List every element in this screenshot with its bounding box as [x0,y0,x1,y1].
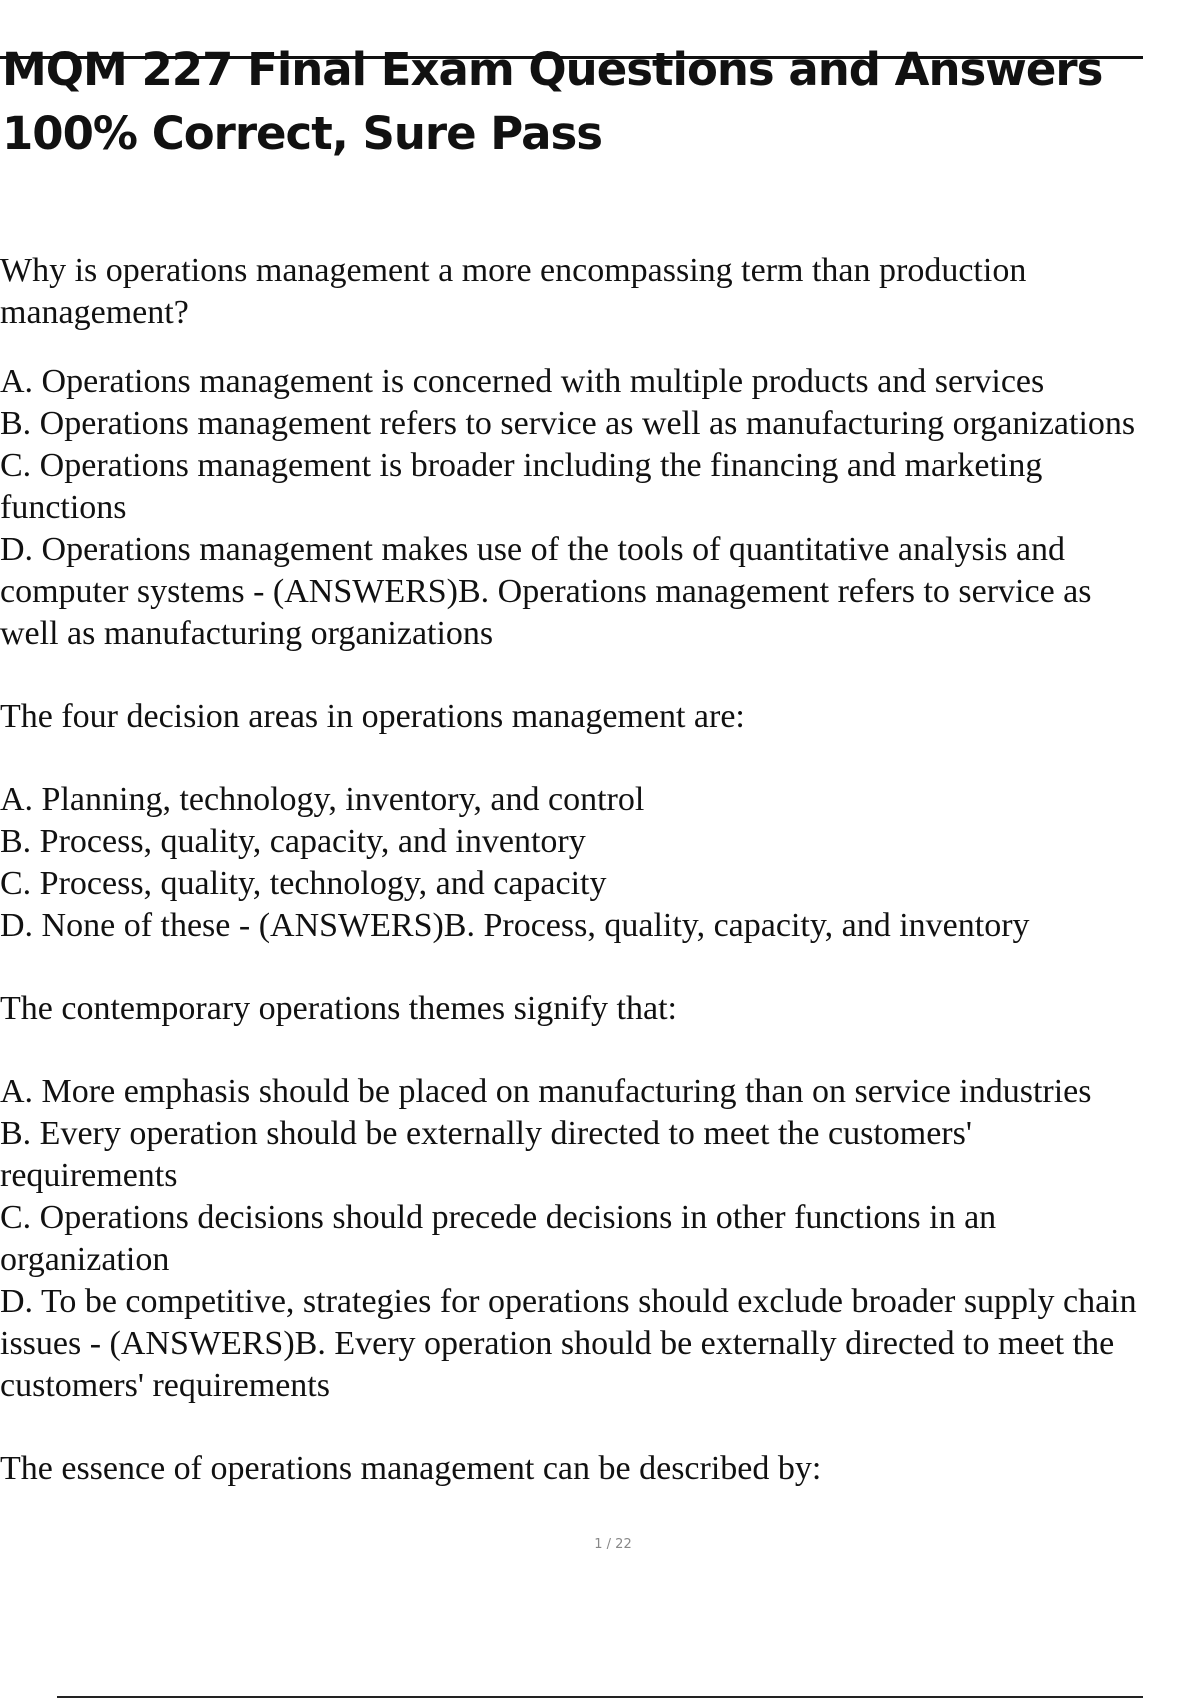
answer-option: B. Every operation should be externally directed to meet the customers' [0,1115,972,1152]
answer-option: C. Operations decisions should precede decisions in other functions in an [0,1199,997,1236]
page-bottom-rule [57,1696,1143,1698]
answer-option: computer systems - (ANSWERS)B. Operations management refers to service as [0,573,1092,610]
answer-option: requirements [0,1157,178,1194]
question-text: The four decision areas in operations management are: [0,698,745,735]
answer-option: D. Operations management makes use of the tools of quantitative analysis and [0,531,1066,568]
answer-option: customers' requirements [0,1367,330,1404]
answer-option: functions [0,489,127,526]
answer-option: A. Planning, technology, inventory, and control [0,781,645,818]
question-block [0,696,1200,947]
document-title [2,38,1102,166]
answer-option: organization [0,1241,170,1278]
answer-option: issues - (ANSWERS)B. Every operation should be externally directed to meet the [0,1325,1115,1362]
title-line-1: MQM 227 Final Exam Questions and Answers [2,43,1103,96]
answer-option: C. Operations management is broader including the financing and marketing [0,447,1043,484]
answer-option: well as manufacturing organizations [0,615,494,652]
answer-option: B. Process, quality, capacity, and inventory [0,823,586,860]
question-list [0,250,1200,1490]
question-block [0,988,1200,1407]
answer-option: C. Process, quality, technology, and capacity [0,865,607,902]
question-text: The essence of operations management can be described by: [0,1450,822,1487]
answer-option: D. None of these - (ANSWERS)B. Process, quality, capacity, and inventory [0,907,1030,944]
answer-option: A. Operations management is concerned with multiple products and services [0,363,1045,400]
question-text: The contemporary operations themes signify that: [0,990,677,1027]
question-text: Why is operations management a more encompassing term than production [0,252,1027,289]
answer-option: D. To be competitive, strategies for operations should exclude broader supply chain [0,1283,1137,1320]
question-block [0,1448,1200,1490]
question-block [0,250,1200,655]
answer-option: B. Operations management refers to service as well as manufacturing organizations [0,405,1136,442]
page-number: 1 / 22 [594,1537,632,1552]
title-line-2: 100% Correct, Sure Pass [2,107,603,160]
answer-option: A. More emphasis should be placed on manufacturing than on service industries [0,1073,1092,1110]
question-text: management? [0,294,189,331]
